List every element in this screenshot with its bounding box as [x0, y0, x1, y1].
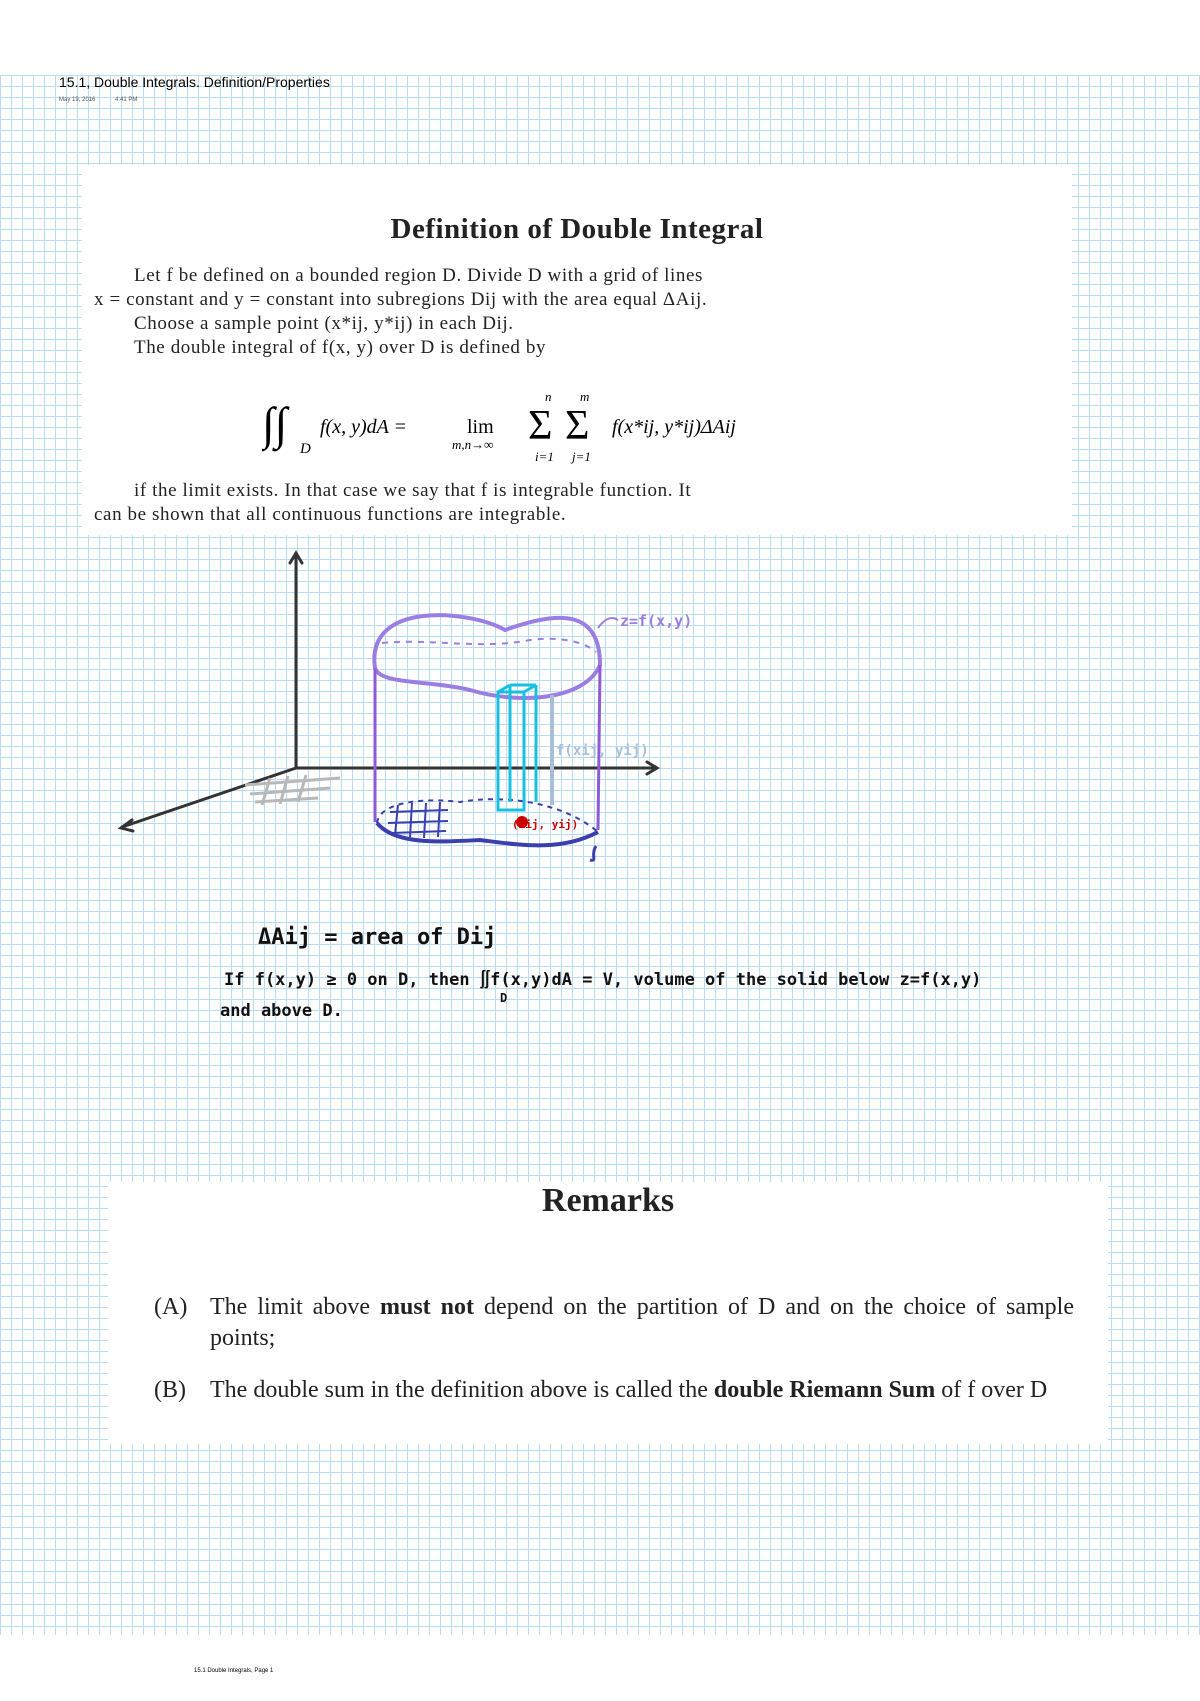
region-d-grid [388, 802, 448, 838]
definition-line-4: The double integral of f(x, y) over D is defined by [134, 337, 547, 358]
definition-card [82, 165, 1072, 535]
surface-label: z=f(x,y) [620, 612, 693, 630]
formula-rhs: f(x*ij, y*ij)ΔAij [612, 416, 736, 438]
note-area-definition: ΔAij = area of Dij [258, 925, 497, 950]
remarks-heading: Remarks [541, 1182, 675, 1219]
double-integral-formula [262, 387, 962, 467]
page-footer: 15.1 Double Integrals, Page 1 [194, 1668, 274, 1674]
definition-line-1: Let f be defined on a bounded region D. Divide D with a grid of lines [134, 265, 704, 286]
x-axis [122, 768, 296, 827]
remark-b [154, 1375, 1074, 1437]
page-time: 4:41 PM [115, 97, 138, 103]
surface-top [374, 615, 600, 698]
remark-b-text [210, 1375, 1074, 1406]
height-label: f(xij, yij) [556, 743, 649, 759]
surface-hidden-edge [382, 639, 596, 652]
note-above-d: and above D. [220, 1001, 343, 1021]
sum1-lower: i=1 [535, 449, 554, 464]
page-date: May 19, 2016 [59, 97, 96, 103]
surface-label-pointer [598, 618, 618, 628]
formula-lhs: f(x, y)dA = [320, 416, 407, 438]
definition-heading: Definition of Double Integral [390, 213, 764, 245]
definition-line-3: Choose a sample point (x*ij, y*ij) in each Dij. [134, 313, 514, 334]
page-title: 15.1, Double Integrals. Definition/Properties [59, 74, 330, 90]
remark-b-text-start: The double sum in the definition above is called the [210, 1377, 708, 1403]
sum2-lower: j=1 [572, 449, 591, 464]
definition-line-5: if the limit exists. In that case we say that f is integrable function. It [134, 480, 692, 501]
sample-point-label: (xij, yij) [512, 818, 579, 831]
sum2-sigma: Σ [565, 403, 590, 449]
page-timestamp [59, 97, 155, 103]
note-integral-region: D [500, 991, 508, 1005]
definition-line-2: x = constant and y = constant into subregions Dij with the area equal ΔAij. [94, 289, 708, 310]
integral-sign: ∫∫ [262, 398, 288, 449]
formula-region: D [300, 441, 311, 457]
axes [121, 553, 657, 831]
remark-a-emphasis: must not [380, 1294, 475, 1320]
remark-a [154, 1292, 1074, 1354]
remark-a-text-start: The limit above [210, 1294, 370, 1320]
sum1-upper: n [545, 389, 552, 404]
definition-line-6: can be shown that all continuous functions are integrable. [94, 504, 567, 525]
sample-column [498, 685, 536, 810]
remark-a-label: (A) [154, 1294, 188, 1320]
region-d-label-mark [590, 846, 596, 860]
remark-b-text-end: of f over D [941, 1377, 1048, 1403]
remark-a-text [210, 1292, 1074, 1354]
sum1-sigma: Σ [528, 403, 553, 449]
remark-b-emphasis: double Riemann Sum [713, 1377, 936, 1403]
remarks-card [108, 1182, 1108, 1444]
handwritten-notes [200, 915, 1100, 1035]
remark-a-text-end: depend on the partition of D and on the choice of sample points; [210, 1294, 1075, 1351]
volume-sketch [0, 540, 1200, 900]
note-volume-statement: If f(x,y) ≥ 0 on D, then ∬f(x,y)dA = V, volume of the solid below z=f(x,y) [224, 970, 982, 990]
formula-lim: lim [467, 416, 494, 438]
sum2-upper: m [580, 389, 590, 404]
remark-b-label: (B) [154, 1377, 186, 1403]
formula-lim-sub: m,n→∞ [452, 437, 494, 452]
